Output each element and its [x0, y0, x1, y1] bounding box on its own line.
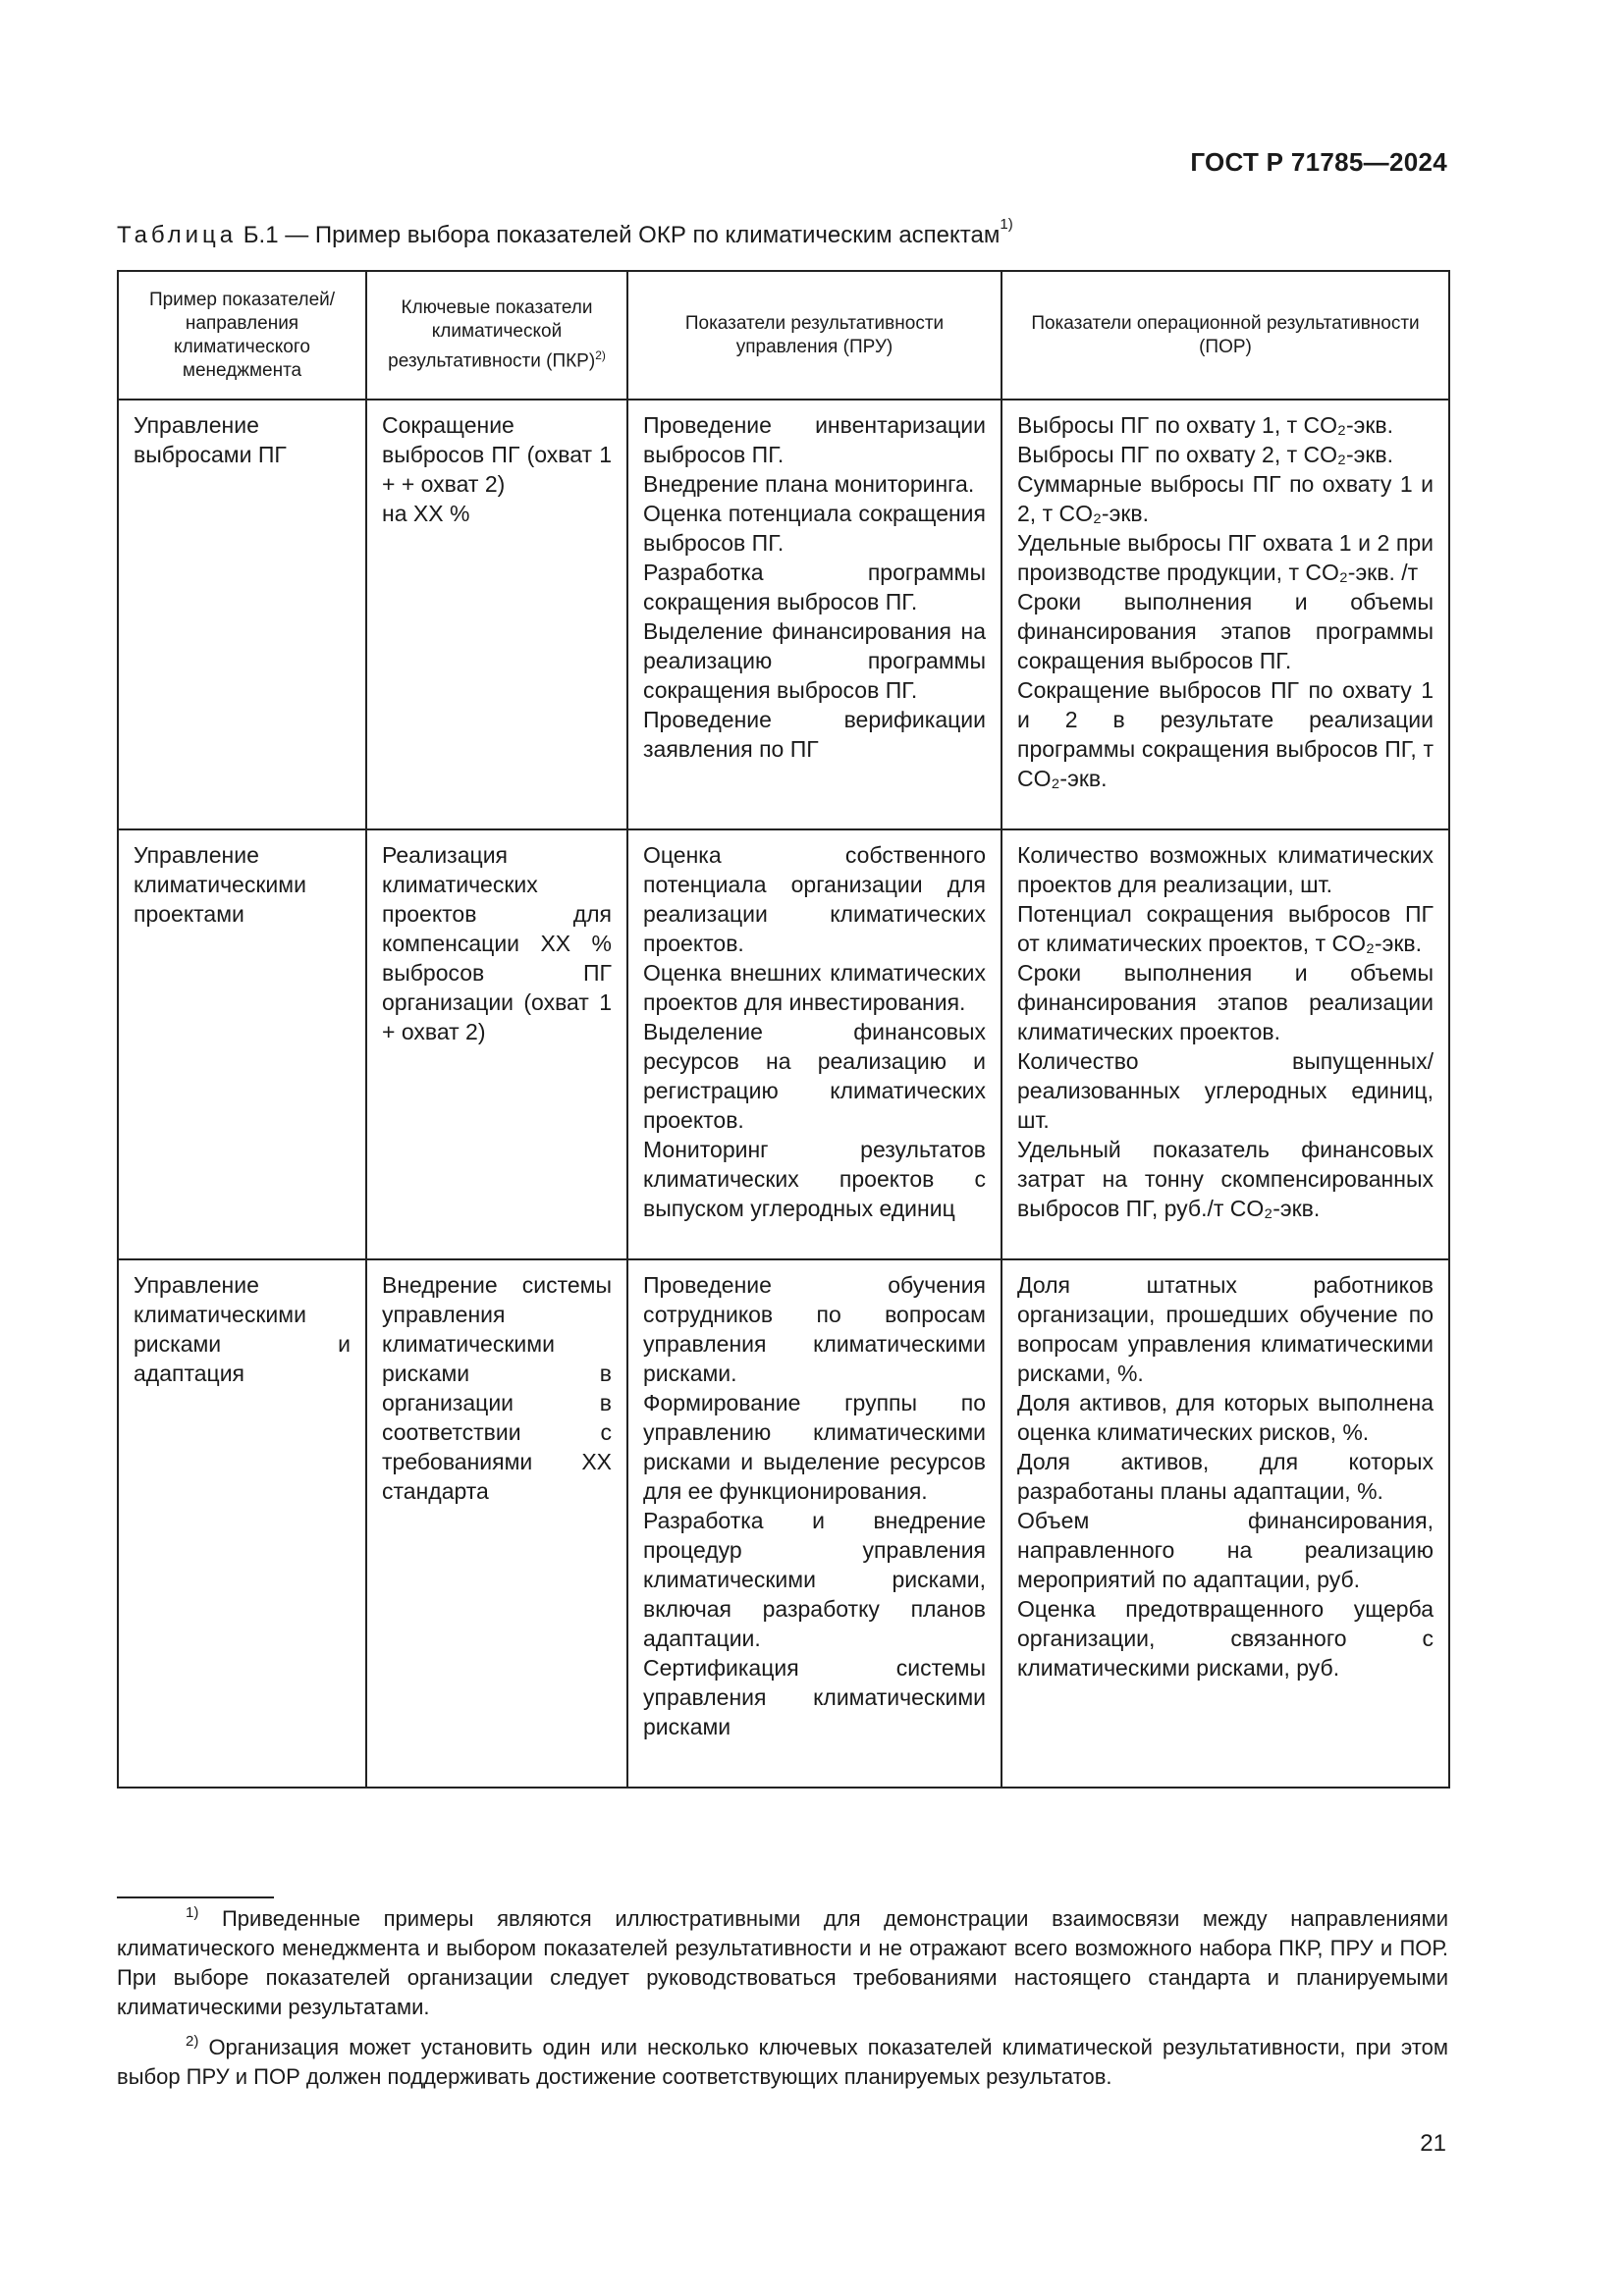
- caption-prefix: Таблица: [117, 222, 238, 248]
- header-cell: [366, 271, 627, 400]
- cell-line: Реализация климатических проектов для компенсации ХХ % выбросов ПГ организации (охват 1 + охват 2): [382, 842, 612, 1044]
- cell-line: Выбросы ПГ по охвату 2, т CO₂-экв.: [1017, 442, 1394, 467]
- header-cell: [118, 271, 366, 400]
- table-row: [118, 400, 1449, 829]
- cell-line: Сокращение выбросов ПГ по охвату 1 и 2 в результате реализации программы сокращения выбросов ПГ, т CO₂-экв.: [1017, 677, 1434, 791]
- cell-line: Мониторинг результатов климатических проектов с выпуском углеродных единиц: [643, 1137, 986, 1221]
- cell-line: Выделение финансовых ресурсов на реализацию и регистрацию климатических проектов.: [643, 1019, 986, 1133]
- pru-cell: [627, 1259, 1001, 1788]
- direction-cell: [118, 1259, 366, 1788]
- footnote-mark: 1): [186, 1904, 199, 1921]
- table-header-row: [118, 271, 1449, 400]
- cell-line: Количество возможных климатических проектов для реализации, шт.: [1017, 842, 1434, 897]
- cell-line: Потенциал сокращения выбросов ПГ от климатических проектов, т CO₂-экв.: [1017, 901, 1434, 956]
- table-row: [118, 1259, 1449, 1788]
- cell-line: Управление климатическими рисками и адаптация: [134, 1272, 351, 1386]
- kpi-cell: [366, 829, 627, 1259]
- footnote-divider: [117, 1896, 274, 1898]
- table-caption: [117, 216, 1013, 249]
- header-text: Пример показателей/ направления климатического менеджмента: [148, 289, 336, 381]
- header-note: 2): [595, 348, 606, 363]
- cell-line: Объем финансирования, направленного на реализацию мероприятий по адаптации, руб.: [1017, 1508, 1434, 1592]
- cell-line: Разработка программы сокращения выбросов ПГ.: [643, 560, 986, 614]
- header-text: Показатели результативности управления (ПРУ): [684, 312, 945, 357]
- header-cell: [1001, 271, 1449, 400]
- header-text: Показатели операционной результативности (ПОР): [1031, 312, 1420, 357]
- footnote: [117, 2033, 1448, 2092]
- por-cell: [1001, 1259, 1449, 1788]
- caption-note: 1): [1000, 216, 1013, 233]
- table-row: [118, 829, 1449, 1259]
- footnote-mark: 2): [186, 2033, 199, 2050]
- footnote-text: Организация может установить один или несколько ключевых показателей климатической результативности, при этом выбор ПРУ и ПОР должен поддерживать достижение соответствующих планируемых результатов.: [117, 2035, 1448, 2089]
- cell-line: Суммарные выбросы ПГ по охвату 1 и 2, т CO₂-экв.: [1017, 471, 1434, 526]
- cell-line: Сроки выполнения и объемы финансирования этапов реализации климатических проектов.: [1017, 960, 1434, 1044]
- pru-cell: [627, 400, 1001, 829]
- cell-line: Доля активов, для которых разработаны планы адаптации, %.: [1017, 1449, 1434, 1504]
- caption-text: Б.1 — Пример выбора показателей ОКР по климатическим аспектам: [237, 222, 1001, 248]
- cell-line: Удельный показатель финансовых затрат на тонну скомпенсированных выбросов ПГ, руб./т CO₂-экв.: [1017, 1137, 1434, 1221]
- indicators-table: [117, 270, 1450, 1789]
- cell-line: Выбросы ПГ по охвату 1, т CO₂-экв.: [1017, 412, 1394, 438]
- cell-line: Оценка потенциала сокращения выбросов ПГ.: [643, 501, 986, 556]
- cell-line: на ХХ %: [382, 501, 470, 526]
- cell-line: Внедрение плана мониторинга.: [643, 471, 975, 497]
- cell-line: Сертификация системы управления климатическими рисками: [643, 1655, 986, 1739]
- cell-line: Проведение обучения сотрудников по вопросам управления климатическими рисками.: [643, 1272, 986, 1386]
- kpi-cell: [366, 400, 627, 829]
- footnote-text: Приведенные примеры являются иллюстративными для демонстрации взаимосвязи между направлениями климатического менеджмента и выбором показателей результативности и не отражают всего возможного набора ПКР, ПРУ и ПОР. При выборе показателей организации следует руководствоваться требованиями настоящего стандарта и планируемыми климатическими результатами.: [117, 1906, 1448, 2019]
- cell-line: Удельные выбросы ПГ охвата 1 и 2 при производстве продукции, т CO₂-экв. /т: [1017, 530, 1434, 585]
- cell-line: Доля штатных работников организации, прошедших обучение по вопросам управления климатическими рисками, %.: [1017, 1272, 1434, 1386]
- standard-code: ГОСТ Р 71785—2024: [1190, 147, 1447, 177]
- cell-line: Оценка собственного потенциала организации для реализации климатических проектов.: [643, 842, 986, 956]
- header-cell: [627, 271, 1001, 400]
- cell-line: Формирование группы по управлению климатическими рисками и выделение ресурсов для ее функционирования.: [643, 1390, 986, 1504]
- cell-line: Проведение инвентаризации выбросов ПГ.: [643, 412, 986, 467]
- por-cell: [1001, 400, 1449, 829]
- cell-line: Сокращение выбросов ПГ (охват 1 + + охват 2): [382, 412, 612, 497]
- cell-line: Управление выбросами ПГ: [134, 412, 287, 467]
- cell-line: Проведение верификации заявления по ПГ: [643, 707, 986, 762]
- cell-line: Оценка предотвращенного ущерба организации, связанного с климатическими рисками, руб.: [1017, 1596, 1434, 1681]
- cell-line: Количество выпущенных/реализованных углеродных единиц, шт.: [1017, 1048, 1434, 1133]
- cell-line: Разработка и внедрение процедур управления климатическими рисками, включая разработку планов адаптации.: [643, 1508, 986, 1651]
- kpi-cell: [366, 1259, 627, 1788]
- cell-line: Сроки выполнения и объемы финансирования этапов программы сокращения выбросов ПГ.: [1017, 589, 1434, 673]
- direction-cell: [118, 400, 366, 829]
- footnote: [117, 1904, 1448, 2022]
- por-cell: [1001, 829, 1449, 1259]
- pru-cell: [627, 829, 1001, 1259]
- cell-line: Выделение финансирования на реализацию программы сокращения выбросов ПГ.: [643, 618, 986, 703]
- header-text: Ключевые показатели климатической результативности (ПКР): [388, 297, 596, 372]
- cell-line: Внедрение системы управления климатическими рисками в организации в соответствии с требованиями ХХ стандарта: [382, 1272, 612, 1504]
- cell-line: Доля активов, для которых выполнена оценка климатических рисков, %.: [1017, 1390, 1434, 1445]
- page-number: 21: [1420, 2130, 1446, 2157]
- cell-line: Оценка внешних климатических проектов для инвестирования.: [643, 960, 986, 1015]
- direction-cell: [118, 829, 366, 1259]
- cell-line: Управление климатическими проектами: [134, 842, 306, 927]
